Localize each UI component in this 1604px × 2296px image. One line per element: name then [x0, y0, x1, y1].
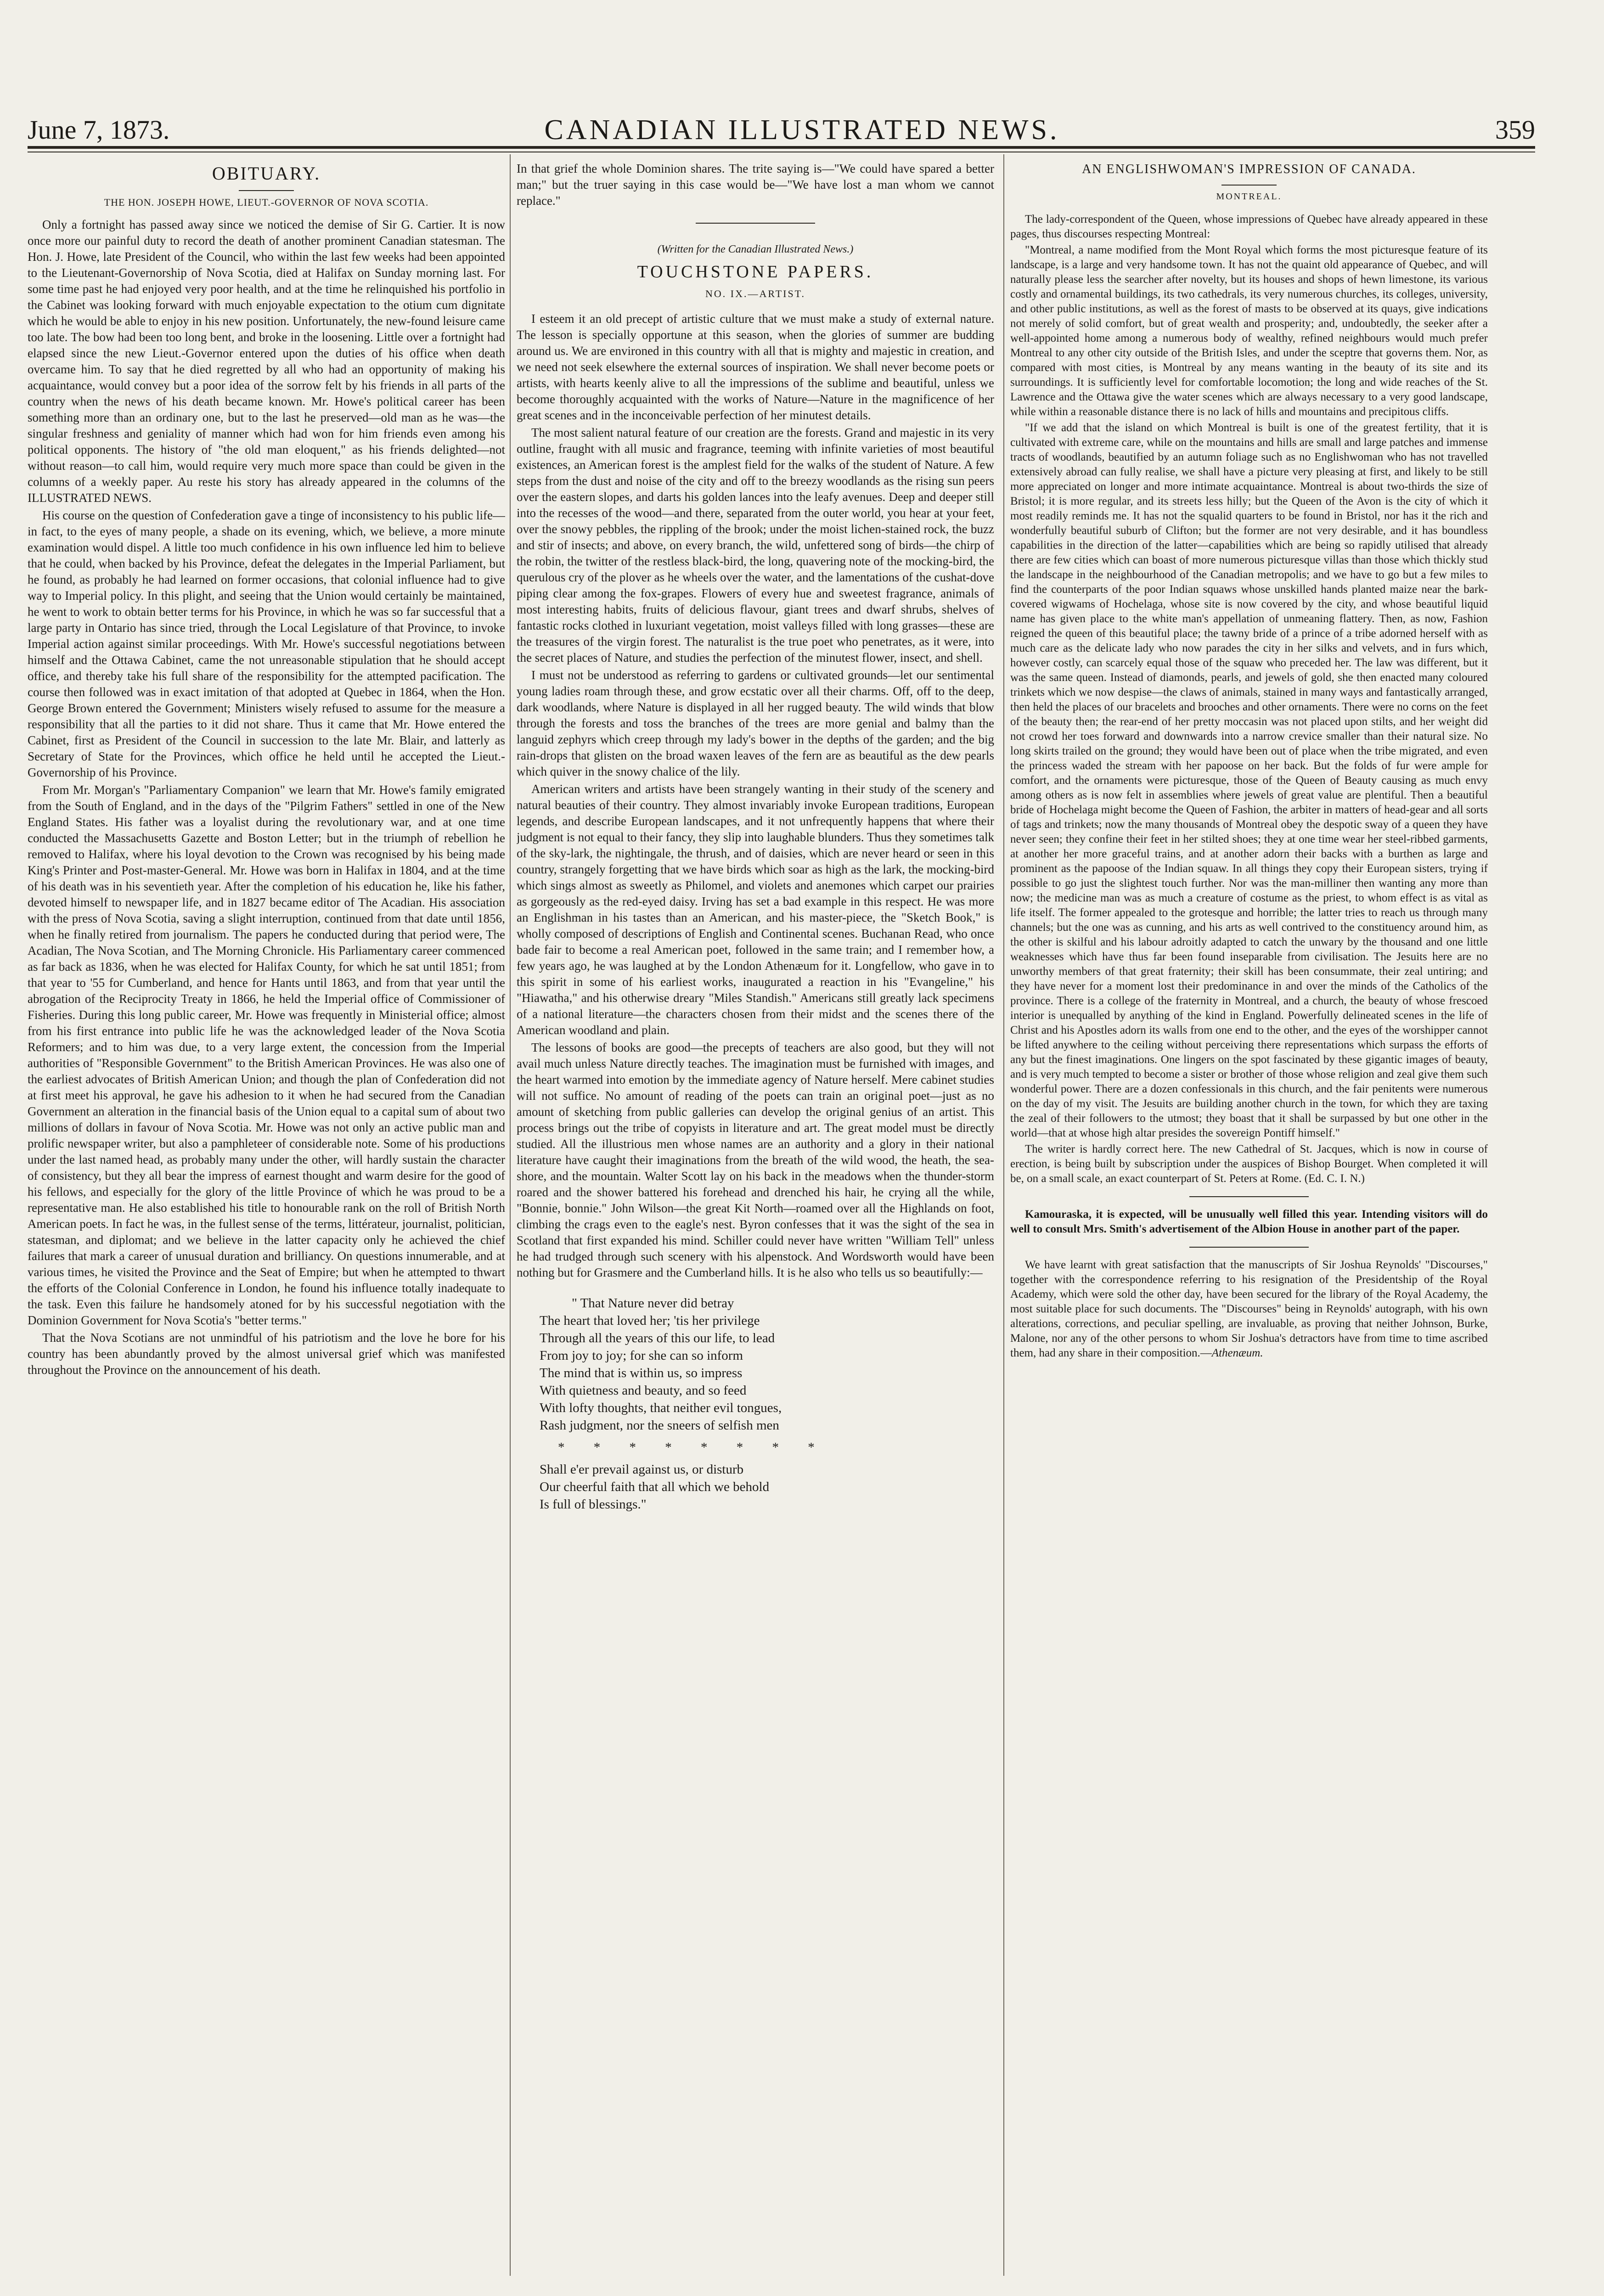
- obituary-paragraph: Only a fortnight has passed away since we noticed the demise of Sir G. Cartier. It is now once more our painful duty to record the death of another prominent Canadian statesman. The Hon. J. Howe, late President of the Council, who within the last few weeks had been appointed to the Lieutenant-Governorship of Nova Scotia, died at Halifax on Sunday morning last. For some time past he had enjoyed very poor health, and at the time he relinquished his portfolio in the Cabinet was looking forward with much enjoyable expectation to the otium cum dignitate which he would be able to enjoy in his new position. Unfortunately, the new-found leisure came too late. The bow had been too long bent, and broke in the loosening. Little over a fortnight had elapsed since the new Lieut.-Governor entered upon the duties of his office when death overcame him. To say that he died regretted by all who had an opportunity of making his acquaintance, would convey but a poor idea of the sorrow felt by his friends in all parts of the country when the news of his death became known. Mr. Howe's political career has been something more than an ordinary one, but to the last he preserved—old man as he was—the singular freshness and geniality of manner which had won for him friends even among his political opponents. The history of "the old man eloquent," as his friends delighted—not without reason—to call him, would require very much more space than could be given in the columns of a weekly paper. Au reste his story has already appeared in the columns of the ILLUSTRATED NEWS.: [28, 218, 505, 505]
- montreal-intro: The lady-correspondent of the Queen, whose impressions of Quebec have already appeared in these pages, thus discourses respecting Montreal:: [1010, 213, 1488, 240]
- poem-quotation: [540, 1294, 994, 1513]
- column-rule-2: [1003, 154, 1004, 2276]
- reynolds-source: Athenæum.: [1211, 1347, 1263, 1359]
- poem-line: Through all the years of this our life, to lead: [540, 1331, 775, 1345]
- touchstone-paragraph: American writers and artists have been strangely wanting in their study of the scenery and natural beauties of their country. They almost invariably invoke European traditions, European legends, and describe European landscapes, and it not unfrequently happens that where their judgment is not equal to their fancy, they slip into laughable blunders. Thus they sometimes talk of the sky-lark, the nightingale, the thrush, and of daisies, which are never heard or seen in this country, strangely forgetting that we have birds which soar as high as the lark, the mocking-bird which sings almost as sweetly as Philomel, and violets and anemones which carpet our prairies as gorgeously as the red-eyed daisy. Irving has set a bad example in this respect. He was more an Englishman in his tastes than an American, and his master-piece, the "Sketch Book," is wholly composed of descriptions of English and Continental scenes. Buchanan Read, who once bade fair to become a real American poet, followed in the same train; and I remember how, a few years ago, he was laughed at by the London Athenæum for it. Longfellow, who gave in to this spirit in some of his earliest works, inaugurated a reaction in his "Evangeline," his "Hiawatha," and his otherwise dreary "Miles Standish." Americans still greatly lack specimens of a national literature—the characters chosen from their midst and the scenes there of the American woodland and plain.: [517, 782, 994, 1037]
- reynolds-text: We have learnt with great satisfaction that the manuscripts of Sir Joshua Reynolds' "Discourses," together with the correspondence referring to his resignation of the Presidentship of the Royal Academy, which were sold the other day, have been secured for the library of the Royal Academy, the most suitable place for such documents. The "Discourses" being in Reynolds' autograph, with his own alterations, corrections, and peculiar spelling, are invaluable, as proving that neither Johnson, Burke, Malone, nor any of the other persons to whom Sir Joshua's detractors have from time to time ascribed them, had any share in their composition.—: [1010, 1259, 1488, 1359]
- section-rule: [696, 223, 815, 224]
- masthead-title: CANADIAN ILLUSTRATED NEWS.: [544, 114, 1060, 146]
- obituary-paragraph: His course on the question of Confederation gave a tinge of inconsistency to his public life—in fact, to the eyes of many people, a shade on its evening, which, we believe, a more minute examination would dispel. A little too much confidence in his own influence led him to believe that he could, when backed by his Province, defeat the delegates in the Imperial Parliament, but he found, as probably he had learned on former occasions, that colonial influence had to give way to Imperial policy. In this plight, and seeing that the Union would certainly be maintained, he went to work to obtain better terms for his Province, in which he was so far successful that a large party in Ontario has since tried, through the Local Legislature of that Province, to invoke Imperial action against similar proceedings. With Mr. Howe's successful negotiations between himself and the Ottawa Cabinet, came the not unreasonable stipulation that he should accept office, and thereby take his full share of the responsibility for the attempted pacification. The course then followed was in exact imitation of that adopted at Quebec in 1864, when the Hon. George Brown entered the Government; Ministers wisely refused to assume for the measure a responsibility that all the parties to it did not share. Thus it came that Mr. Howe entered the Cabinet, first as President of the Council in succession to the late Mr. Blair, and latterly as Secretary of State for the Provinces, which office he held until he accepted the Lieut.-Governorship of his Province.: [28, 508, 505, 779]
- editor-note: The writer is hardly correct here. The new Cathedral of St. Jacques, which is now in course of erection, is being built by subscription under the auspices of Bishop Bourget. When completed it will be, on a small scale, an exact counterpart of St. Peters at Rome. (Ed. C. I. N.): [1010, 1143, 1488, 1185]
- obituary-paragraph: From Mr. Morgan's "Parliamentary Companion" we learn that Mr. Howe's family emigrated from the South of England, and in the days of the "Pilgrim Fathers" settled in one of the New England States. His father was a loyalist during the revolutionary war, and at one time conducted the Massachusetts Gazette and Boston Letter; but in the triumph of rebellion he removed to Halifax, where his loyal devotion to the Crown was recognised by his being made King's Printer and Post-master-General. Mr. Howe was born in Halifax in 1804, and at the time of his death was in his seventieth year. After the completion of his education he, like his father, devoted himself to newspaper life, and in 1827 became editor of The Acadian. His association with the press of Nova Scotia, saving a slight interruption, continued from that date until 1856, when he finally retired from journalism. The papers he conducted during that period were, The Acadian, The Nova Scotian, and The Morning Chronicle. His Parliamentary career commenced as far back as 1836, when he was elected for Halifax County, for which he sat until 1851; from that year to '55 for Cumberland, and hence for Hants until 1863, and from that year until the abrogation of the Reciprocity Treaty in 1866, he held the Imperial office of Commissioner of Fisheries. During this long public career, Mr. Howe was frequently in Ministerial office; almost from his first entrance into public life he was the acknowledged leader of the Nova Scotia Reformers; and to him was due, to a very large extent, the concession from the Imperial authorities of "Responsible Government" to the British American Provinces. He was also one of the earliest advocates of British American Union; and though the plan of Confederation did not at first meet his approval, he gave his adhesion to it when he had secured from the Canadian Government an alteration in the financial basis of the Union equal to a capital sum of about two millions of dollars in favour of Nova Scotia. Mr. Howe was not only an active public man and prolific newspaper writer, but also a pamphleteer of considerable note. Some of his productions under the last named head, as probably many under the other, will hardly sustain the character of consistency, but they all bear the impress of earnest thought and warm desire for the good of his fellows, and especially for the glory of the little Province of which he was proud to be a representative man. He also established his title to honourable rank on the roll of British North American poets. In fact he was, in the fullest sense of the terms, littérateur, journalist, politician, statesman, and diplomat; and we believe in the latter capacity only he achieved the chief failures that mark a career of unusual duration and brilliancy. On questions innumerable, and at various times, he visited the Province and the Seat of Empire; but when he attempted to thwart the efforts of the Colonial Conference in London, he found his influence totally inadequate to the task. Even this failure he handsomely atoned for by his successful negotiation with the Dominion Government for Nova Scotia's "better terms.": [28, 783, 505, 1327]
- section-rule: [1189, 1196, 1309, 1197]
- touchstone-paragraph: The most salient natural feature of our creation are the forests. Grand and majestic in its very outline, fraught with all music and fragrance, teeming with infinite varieties of most beautiful existences, an American forest is the amplest field for the walks of the student of Nature. A few steps from the dust and noise of the city and off to the breezy woodlands as the rising sun peers over the eastern slopes, and darts his golden lances into the leafy avenues. Deep and deeper still into the recesses of the wood—and there, separated from the outer world, you hear at your feet, over the snowy pebbles, the rippling of the brook; under the moist lichen-stained rock, the buzz and stir of insects; and above, on every branch, the wild, unfettered song of birds—the chirp of the robin, the twitter of the restless black-bird, the long, quavering note of the mocking-bird, the querulous cry of the plover as he wheels over the water, and the lamentations of the cushat-dove piping clear among the fox-grapes. Flowers of every hue and sweetest fragrance, animals of most interesting habits, fruits of delicious flavour, giant trees and dwarf shrubs, shelves of fantastic rocks clothed in luxuriant vegetation, moist valleys filled with long grasses—these are the treasures of the virgin forest. The naturalist is the true poet who penetrates, as it were, into the secret places of Nature, and studies the perfection of the minutest flower, insect, and shell.: [517, 426, 994, 664]
- touchstone-subheading: NO. IX.—ARTIST.: [705, 288, 806, 299]
- montreal-quote-paragraph: "Montreal, a name modified from the Mont Royal which forms the most picturesque feature of its landscape, is a large and very handsome town. It has not the quaint old appearance of Quebec, and will naturally please less the searcher after novelty, but its houses and shops of hewn limestone, its various costly and ornamental buildings, its two cathedrals, its very numerous churches, its colleges, university, and other public institutions, as well as the forest of masts to be observed at its quays, give indications not merely of solid comfort, but of great wealth and prosperity; and, undoubtedly, the seeker after a well-appointed home among a numerous body of wealthy, refined neighbours would much prefer Montreal to any other city outside of the British Isles, and under the sceptre that governs them. Nor, as compared with most cities, is Montreal by any means wanting in the beauty of its site and its surroundings. It is sufficiently level for comfortable locomotion; the long and wide reaches of the St. Lawrence and the Ottawa give the water scenes which are always necessary to a very good landscape, while within a reasonable distance there is no lack of hills and mountains and precipitous cliffs.: [1010, 244, 1488, 418]
- header-rule-heavy: [28, 146, 1535, 149]
- section-rule: [1189, 1247, 1309, 1248]
- touchstone-paragraph: I esteem it an old precept of artistic culture that we must make a study of external nature. The lesson is specially opportune at this season, when the glories of summer are budding around us. We are environed in this country with all that is mighty and majestic in creation, and we need not seek elsewhere the external sources of inspiration. We shall never become poets or artists, with hearts keenly alive to all the impressions of the sublime and beautiful, unless we become thoroughly acquainted with the works of Nature—Nature in the magnificence of her great scenes and in the inconceivable perfection of her minutest details.: [517, 312, 994, 422]
- montreal-subheading: MONTREAL.: [1216, 191, 1282, 202]
- obituary-paragraph: That the Nova Scotians are not unmindful of his patriotism and the love he bore for his country has been abundantly proved by the almost universal grief which was manifested throughout the Province on the announcement of his death.: [28, 1331, 505, 1377]
- poem-line: Is full of blessings.": [540, 1497, 647, 1512]
- column-montreal: [1010, 161, 1488, 2264]
- column-touchstone: [517, 161, 994, 2264]
- montreal-quote-paragraph: "If we add that the island on which Montreal is built is one of the greatest fertility, that it is cultivated with extreme care, while on the mountains and hills are small and large patches and immense tracts of woodlands, beautified by an autumn foliage such as no Englishwoman who has not travelled extensively abroad can fully realise, we shall have a picture very pleasing at first, and likely to be still more appreciated on longer and more intimate acquaintance. Montreal is about two-thirds the size of Bristol; it is more regular, and its streets less hilly; but the Queen of the Avon is the city of which it most readily reminds me. It has not the squalid quarters to be found in Bristol, nor has it the rich and wonderfully beautiful suburb of Clifton; but the former are not very desirable, and it has boundless capabilities in the direction of the latter—capabilities which are being so rapidly utilised that already there are few cities which can boast of more numerous picturesque villas than those which thickly stud the landscape in the neighbourhood of the Canadian metropolis; and we have to go but a few miles to find the counterparts of the poor Indian squaws whose unskilled hands planted maize near the bark-covered wigwams of Hochelaga, whose site is now covered by the city, and whose beautiful liquid name has given place to the white man's appellation of unmeaning flattery. Then, as now, Fashion reigned the queen of this beautiful place; the tawny bride of a prince of a tribe adorned herself with as much care as the delicate lady who now parades the city in her silks and velvets, and in furs which, however costly, can scarcely equal those of the squaw who preceded her. The law was different, but it was the same queen. Instead of diamonds, pearls, and jewels of gold, she then enacted many coloured trinkets which we now despise—the claws of animals, stained in many ways and fantastically arranged, then held the places of our bracelets and brooches and other ornaments. There were no corns on the feet of the beauty then; the rear-end of her pretty moccasin was not placed upon stilts, and her weight did not crowd her toes forward and downwards into a narrow crevice smaller than their natural size. No long skirts trailed on the ground; they would have been out of place when the tribe migrated, and even the princess waded the stream with her papoose on her back. But the folds of fur were ample for comfort, and the ornaments were picturesque, those of the Queen of Beauty causing as much envy among others as is now felt in assemblies where jewels of great value are plentiful. Then a beautiful bride of Hochelaga might become the Queen of Fashion, the arbiter in matters of head-gear and all sorts of tags and trinkets; now the many thousands of Montreal obey the despotic sway of a queen they have never seen; they confine their feet in her stilted shoes; they at one time wear her steel-ribbed garments, at another her more graceful trains, and at another adorn their backs with a burthen as large and prominent as the papoose of the Indian squaw. In all things they copy their European sisters, trying if possible to go just the slightest touch further. Nor was the man-milliner then wanting any more than now; the medicine man was as much a creature of costume as the priest, to whom effect is as vital as life itself. The former appealed to the grotesque and horrible; the latter tries to reach us through many channels; but the one was as cunning, and his arts as well contrived to the constituency around him, as the other is skilful and his labour adroitly adapted to catch the unwary by the thousand and one little weaknesses which have thus far been found inseparable from civilisation. The Jesuits here are no unworthy members of that great fraternity; their skill has been consummate, their zeal untiring; and they have never for a moment lost their predominance in and over the minds of the Catholics of the province. There is a college of the fraternity in Montreal, and a church, the beauty of whose frescoed interior is unequalled by anything of the kind in England. Powerfully delineated scenes in the life of Christ and his Apostles adorn its walls from one end to the other, and the eyes of the worshipper cannot be lifted anywhere to the ceiling without perceiving there representations which surpass the efforts of any but the finest imaginations. One lingers on the spot fascinated by these gigantic images of beauty, and is very much tempted to become a sister or brother of those whose religion and zeal give them such wonderful power. There are a dozen confessionals in this church, and the fair penitents were numerous on the day of my visit. The Jesuits are building another church in the town, for which they are taxing the zeal of their followers to the utmost; they boast that it shall be surpassed by but one other in the world—that at whose high altar presides the sovereign Pontiff himself.": [1010, 422, 1488, 1139]
- touchstone-paragraph: I must not be understood as referring to gardens or cultivated grounds—let our sentimental young ladies roam through these, and grow ecstatic over all their charms. Off, off to the deep, dark woodlands, where Nature is displayed in all her rugged beauty. The wild winds that blow through the forests and toss the branches of the trees are more genial and balmy than the languid zephyrs which creep through my lady's bower in the depths of the garden; and the big rain-drops that glisten on the broad waxen leaves of the fern are as beautiful as the dew pearls which quiver in the snowy chalice of the lily.: [517, 668, 994, 778]
- poem-line: Rash judgment, nor the sneers of selfish men: [540, 1418, 779, 1433]
- poem-line: With quietness and beauty, and so feed: [540, 1383, 747, 1398]
- poem-line: Shall e'er prevail against us, or disturb: [540, 1462, 744, 1477]
- column-rule-1: [510, 154, 511, 2276]
- heading-rule: [239, 190, 294, 191]
- poem-line: The mind that is within us, so impress: [540, 1366, 743, 1380]
- poem-line: With lofty thoughts, that neither evil tongues,: [540, 1401, 782, 1415]
- issue-date: June 7, 1873.: [28, 115, 170, 145]
- obituary-continuation: In that grief the whole Dominion shares. The trite saying is—"We could have spared a better man;" but the truer saying in this case would be—"We have lost a man whom we cannot replace.": [517, 162, 994, 208]
- reynolds-notice: [1010, 1258, 1488, 1361]
- poem-ellipsis: * * * * * * * *: [558, 1440, 827, 1455]
- poem-line: " That Nature never did betray: [572, 1296, 734, 1311]
- obituary-heading: OBITUARY.: [212, 163, 321, 184]
- poem-line: The heart that loved her; 'tis her privilege: [540, 1313, 760, 1328]
- page-number: 359: [1495, 115, 1535, 145]
- heading-rule: [1221, 185, 1277, 186]
- obituary-subheading: THE HON. JOSEPH HOWE, LIEUT.-GOVERNOR OF NOVA SCOTIA.: [104, 197, 429, 208]
- poem-line: Our cheerful faith that all which we behold: [540, 1480, 770, 1494]
- touchstone-heading: TOUCHSTONE PAPERS.: [637, 262, 874, 281]
- montreal-heading: AN ENGLISHWOMAN'S IMPRESSION OF CANADA.: [1082, 162, 1416, 176]
- column-obituary: [28, 161, 505, 2264]
- touchstone-paragraph: The lessons of books are good—the precepts of teachers are also good, but they will not avail much unless Nature directly teaches. The imagination must be furnished with images, and the heart warmed into emotion by the immediate agency of Nature herself. Mere cabinet studies will not suffice. No amount of reading of the poets can train an original poet—just as no amount of sketching from public galleries can develop the original genius of an artist. This process brings out the tribe of copyists in literature and art. The great model must be directly studied. All the illustrious men whose names are an authority and a glory in their national literature have caught their imaginations from the breath of the wild wood, the heath, the sea-shore, and the mountain. Walter Scott lay on his back in the meadows when the thunder-storm roared and the shower battered his forehead and drenched his hair, he crying all the while, "Bonnie, bonnie." John Wilson—the great Kit North—roamed over all the Highlands on foot, climbing the crags even to the eagle's nest. Byron confesses that it was the sight of the sea in Scotland that first expanded his mind. Schiller could never have written "William Tell" unless he had trudged through such scenery with his alpenstock. And Wordsworth would have been nothing but for Grasmere and the Cumberland hills. It is he also who tells us so beautifully:—: [517, 1041, 994, 1279]
- attribution-line: (Written for the Canadian Illustrated News.): [657, 243, 854, 255]
- kamouraska-notice: Kamouraska, it is expected, will be unusually well filled this year. Intending visitors will do well to consult Mrs. Smith's advertisement of the Albion House in another part of the paper.: [1010, 1208, 1488, 1235]
- poem-line: From joy to joy; for she can so inform: [540, 1348, 743, 1363]
